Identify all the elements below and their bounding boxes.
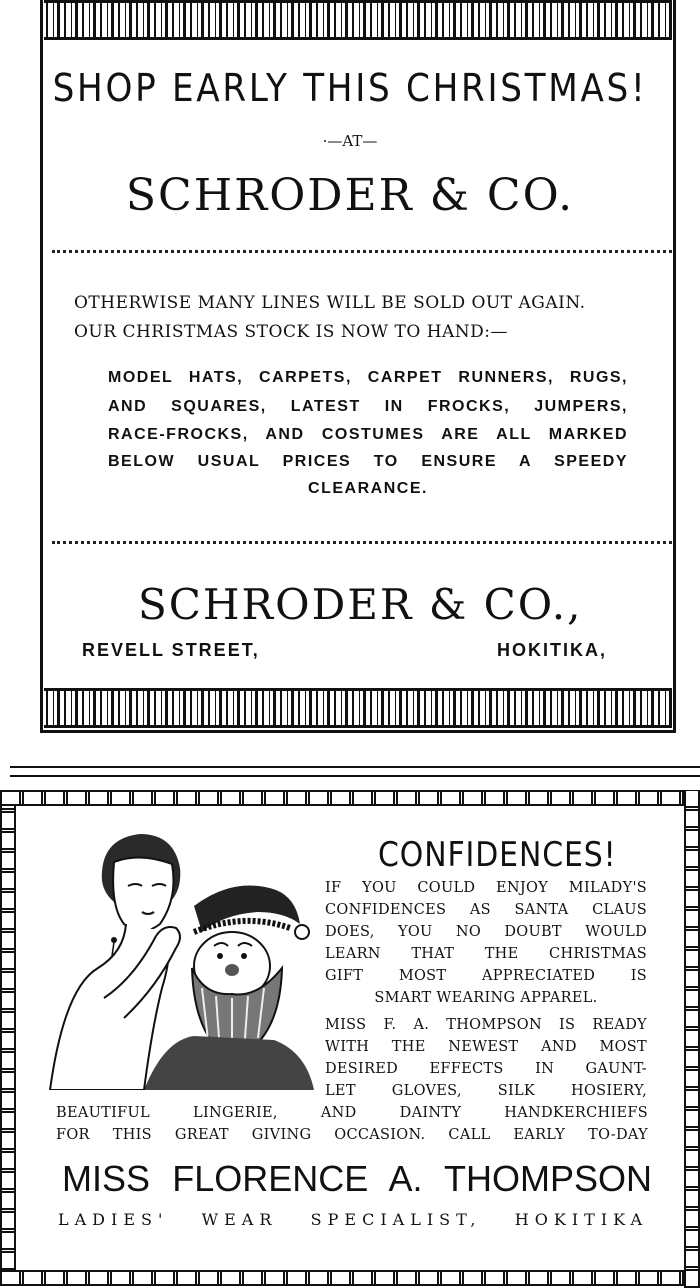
column-rule [10,766,700,768]
copy-line: BEAUTIFUL LINGERIE, AND DAINTY HANDKERCHIEFS [56,1105,648,1121]
confidences-title: CONFIDENCES! [378,835,617,875]
bottom-lattice-border [44,688,672,728]
intro-line: OTHERWISE MANY LINES WILL BE SOLD OUT AGAIN. [74,293,586,313]
copy-line: IF YOU COULD ENJOY MILADY'S [325,880,647,896]
stock-list-line: CLEARANCE. [308,480,428,497]
copy-line: GIFT MOST APPRECIATED IS [325,968,647,984]
firm-name-footer: SCHRODER & CO., [138,580,583,629]
intro-line: OUR CHRISTMAS STOCK IS NOW TO HAND:— [74,322,509,342]
advert-headline: SHOP EARLY THIS CHRISTMAS! [52,66,648,110]
column-rule [10,775,700,777]
chain-border-left [0,806,16,1270]
copy-line: DESIRED EFFECTS IN GAUNT- [325,1061,647,1077]
copy-line: LET GLOVES, SILK HOSIERY, [325,1083,647,1099]
firm-name: SCHRODER & CO. [125,170,575,221]
copy-line: LEARN THAT THE CHRISTMAS [325,946,647,962]
stock-list-line: AND SQUARES, LATEST IN FROCKS, JUMPERS, [108,398,628,415]
dotted-divider [52,250,672,253]
town-name: HOKITIKA, [497,640,607,660]
chain-border-bottom [0,1270,684,1286]
copy-line: SMART WEARING APPAREL. [374,990,598,1006]
copy-line: CONFIDENCES AS SANTA CLAUS [325,902,647,918]
stock-list-line: MODEL HATS, CARPETS, CARPET RUNNERS, RUGS, [108,369,628,386]
dotted-divider [52,541,672,544]
copy-line: FOR THIS GREAT GIVING OCCASION. CALL EARLY TO-DAY [56,1127,648,1143]
street-address: REVELL STREET, [82,640,260,660]
copy-line: DOES, YOU NO DOUBT WOULD [325,924,647,940]
copy-line: MISS F. A. THOMPSON IS READY [325,1017,647,1033]
top-lattice-border [44,0,672,40]
stock-list-line: RACE-FROCKS, AND COSTUMES ARE ALL MARKED [108,426,628,443]
chain-border-right [684,790,700,1288]
at-label: ·—AT— [322,132,378,150]
stock-list-line: BELOW USUAL PRICES TO ENSURE A SPEEDY [108,453,628,470]
chain-border-top [0,790,684,806]
business-tagline: LADIES' WEAR SPECIALIST, HOKITIKA [58,1210,648,1229]
copy-line: WITH THE NEWEST AND MOST [325,1039,647,1055]
proprietor-name: MISS FLORENCE A. THOMPSON [62,1158,652,1199]
lady-and-santa-illustration [44,828,316,1090]
